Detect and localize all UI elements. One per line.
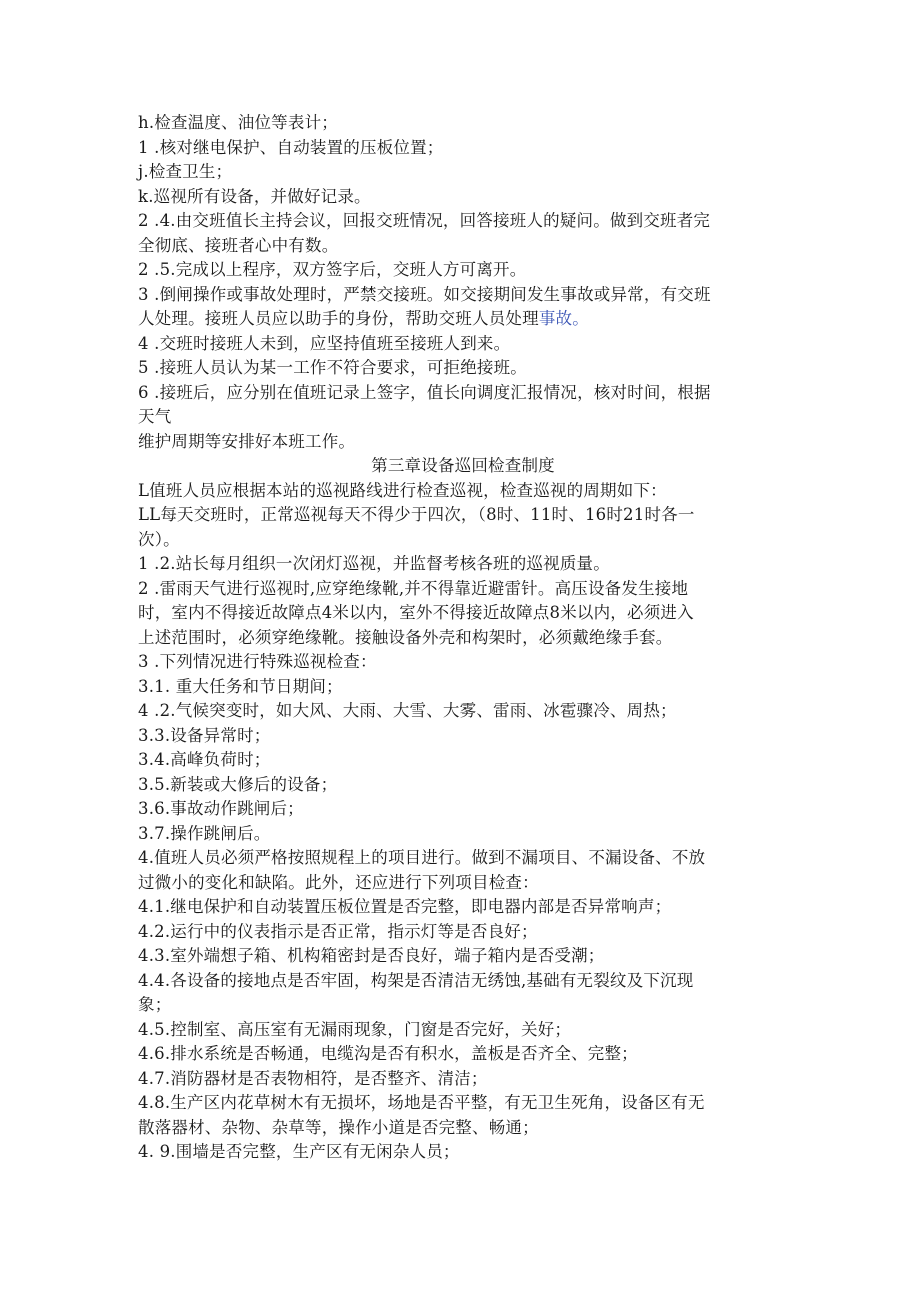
text-line: 全彻底、接班者心中有数。 [138,235,339,255]
text-line: 4 .交班时接班人未到，应坚持值班至接班人到来。 [138,333,511,353]
text-line: 3.7.操作跳闸后。 [138,823,271,843]
text-line: 4 .2.气候突变时，如大风、大雨、大雪、大雾、雷雨、冰雹骤冷、周热； [138,701,677,720]
text-line: LL每天交班时，正常巡视每天不得少于四次，（8时、11时、16时21时各一 [138,505,695,524]
text-line: 过微小的变化和缺陷。此外，还应进行下列项目检查： [138,872,539,892]
text-line: 天气 [138,407,172,426]
text-line: 4.2.运行中的仪表指示是否正常，指示灯等是否良好； [138,921,538,941]
text-line: 3 .下列情况进行特殊巡视检查： [138,652,377,671]
text-line [138,307,788,332]
text-line: 3.5.新装或大修后的设备； [138,774,338,794]
text-line: 4.7.消防器材是否表物相符，是否整齐、清洁； [138,1068,488,1088]
text-line: 维护周期等安排好本班工作。 [138,431,356,451]
text-line: 4.6.排水系统是否畅通，电缆沟是否有积水，盖板是否齐全、完整； [138,1044,638,1063]
text-line: 象； [138,995,172,1014]
text-line: 6 .接班后，应分别在值班记录上签字，值长向调度汇报情况，核对时间，根据 [138,382,711,402]
text-line: 4.5.控制室、高压室有无漏雨现象，门窗是否完好，关好； [138,1019,572,1039]
text-line: 2 .4.由交班值长主持会议，回报交班情况，回答接班人的疑问。做到交班者完 [138,211,711,230]
text-line: 2 .雷雨天气进行巡视时,应穿绝缘靴,并不得靠近避雷针。高压设备发生接地 [138,578,689,598]
text-line: 3.3.设备异常时； [138,725,271,745]
text-line: 次）。 [138,529,180,549]
text-line: 4.4.各设备的接地点是否牢固，构架是否清洁无绣蚀,基础有无裂纹及下沉现 [138,970,694,990]
text-line: 4.8.生产区内花草树木有无损坏，场地是否平整，有无卫生死角，设备区有无 [138,1093,705,1112]
text-line: 4.3.室外端想子箱、机构箱密封是否良好，端子箱内是否受潮； [138,946,605,965]
accident-link[interactable]: 事故。 [538,309,589,328]
chapter-heading: 第三章设备巡回检查制度 [371,456,555,475]
text-line: 3.6.事故动作跳闸后； [138,799,304,818]
document-page [138,111,788,1165]
text-line: j.检查卫生； [138,162,233,181]
text-line: 4. 9.围墙是否完整，生产区有无闲杂人员； [138,1142,460,1161]
text-line: 3 .倒闸操作或事故处理时，严禁交接班。如交接期间发生事故或异常，有交班 [138,284,711,304]
text-line: 4.1.继电保护和自动装置压板位置是否完整，即电器内部是否异常响声； [138,897,672,916]
text-line: 3.4.高峰负荷时； [138,750,271,769]
text-line: 1 .2.站长每月组织一次闭灯巡视，并监督考核各班的巡视质量。 [138,554,610,573]
text-line: 2 .5.完成以上程序，双方签字后，交班人方可离开。 [138,260,527,279]
text-line: L值班人员应根据本站的巡视路线进行检查巡视，检查巡视的周期如下： [138,480,667,500]
text-line: 5 .接班人员认为某一工作不符合要求，可拒绝接班。 [138,358,527,377]
text-line: 3.1. 重大任务和节日期间； [138,676,343,696]
text-line: 1 .核对继电保护、自动装置的压板位置； [138,137,444,157]
text-line: 时，室内不得接近故障点4米以内，室外不得接近故障点8米以内，必须进入 [138,603,694,622]
text-line: h.检查温度、油位等表计； [138,113,338,132]
text-line: k.巡视所有设备，并做好记录。 [138,186,371,206]
text-line: 4.值班人员必须严格按照规程上的项目进行。做到不漏项目、不漏设备、不放 [138,848,706,867]
text-span: 人处理。接班人员应以助手的身份，帮助交班人员处理 [138,309,539,328]
text-line: 散落器材、杂物、杂草等，操作小道是否完整、畅通； [138,1117,539,1137]
text-line: 上述范围时，必须穿绝缘靴。接触设备外壳和构架时，必须戴绝缘手套。 [138,627,673,647]
